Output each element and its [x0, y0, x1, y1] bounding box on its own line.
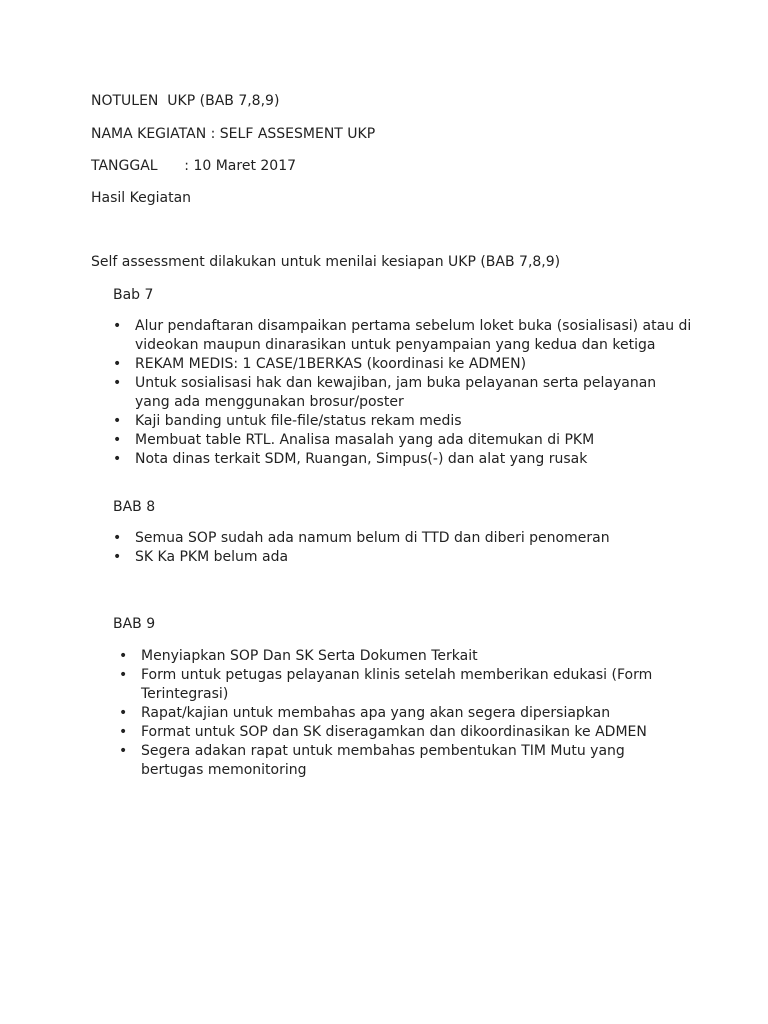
bullet-icon: •: [113, 375, 122, 391]
list-item: [113, 412, 695, 431]
result-heading: Hasil Kegiatan: [91, 190, 192, 206]
list-item-text: Menyiapkan SOP Dan SK Serta Dokumen Terkait: [141, 648, 478, 664]
bullet-icon: •: [119, 667, 128, 683]
list-item: [119, 704, 681, 723]
list-item-text: Nota dinas terkait SDM, Ruangan, Simpus(-) dan alat yang rusak: [135, 451, 588, 467]
activity-date: TANGGAL : 10 Maret 2017: [91, 158, 297, 174]
bullet-list-bab7: [113, 317, 695, 469]
bullet-icon: •: [113, 318, 122, 334]
list-item-text: Kaji banding untuk file-file/status rekam medis: [135, 413, 462, 429]
bullet-icon: •: [113, 413, 122, 429]
list-item-text: Format untuk SOP dan SK diseragamkan dan dikoordinasikan ke ADMEN: [141, 724, 647, 740]
list-item-text: Segera adakan rapat untuk membahas pembentukan TIM Mutu yang bertugas memonitoring: [141, 743, 625, 778]
list-item-text: REKAM MEDIS: 1 CASE/1BERKAS (koordinasi ke ADMEN): [135, 356, 527, 372]
list-item-text: Alur pendaftaran disampaikan pertama sebelum loket buka (sosialisasi) atau di videokan maupun dinarasikan untuk penyampaian yang kedua dan ketiga: [135, 318, 692, 353]
list-item: [113, 374, 695, 412]
section-heading-bab9: BAB 9: [113, 616, 156, 632]
list-item: [119, 742, 681, 780]
document-title: NOTULEN UKP (BAB 7,8,9): [91, 93, 280, 109]
list-item: [113, 548, 695, 567]
bullet-list-bab8: [113, 529, 695, 567]
section-heading-bab7: Bab 7: [113, 287, 154, 303]
list-item: [113, 450, 695, 469]
bullet-icon: •: [113, 432, 122, 448]
bullet-icon: •: [113, 356, 122, 372]
section-heading-bab8: BAB 8: [113, 499, 156, 515]
list-item: [113, 355, 695, 374]
list-item-text: Semua SOP sudah ada namum belum di TTD dan diberi penomeran: [135, 530, 610, 546]
list-item: [119, 723, 681, 742]
list-item-text: Rapat/kajian untuk membahas apa yang akan segera dipersiapkan: [141, 705, 611, 721]
list-item-text: Membuat table RTL. Analisa masalah yang ada ditemukan di PKM: [135, 432, 595, 448]
activity-name: NAMA KEGIATAN : SELF ASSESMENT UKP: [91, 126, 376, 142]
list-item-text: Untuk sosialisasi hak dan kewajiban, jam buka pelayanan serta pelayanan yang ada menggunakan brosur/poster: [135, 375, 657, 410]
bullet-icon: •: [113, 451, 122, 467]
list-item: [113, 529, 695, 548]
bullet-icon: •: [119, 743, 128, 759]
list-item-text: Form untuk petugas pelayanan klinis setelah memberikan edukasi (Form Terintegrasi): [141, 667, 653, 702]
bullet-icon: •: [119, 724, 128, 740]
bullet-icon: •: [119, 648, 128, 664]
list-item: [113, 317, 695, 355]
bullet-icon: •: [113, 530, 122, 546]
bullet-icon: •: [119, 705, 128, 721]
bullet-list-bab9: [119, 647, 681, 780]
list-item: [119, 666, 681, 704]
list-item: [113, 431, 695, 450]
intro-paragraph: Self assessment dilakukan untuk menilai kesiapan UKP (BAB 7,8,9): [91, 254, 561, 270]
list-item-text: SK Ka PKM belum ada: [135, 549, 289, 565]
list-item: [119, 647, 681, 666]
bullet-icon: •: [113, 549, 122, 565]
